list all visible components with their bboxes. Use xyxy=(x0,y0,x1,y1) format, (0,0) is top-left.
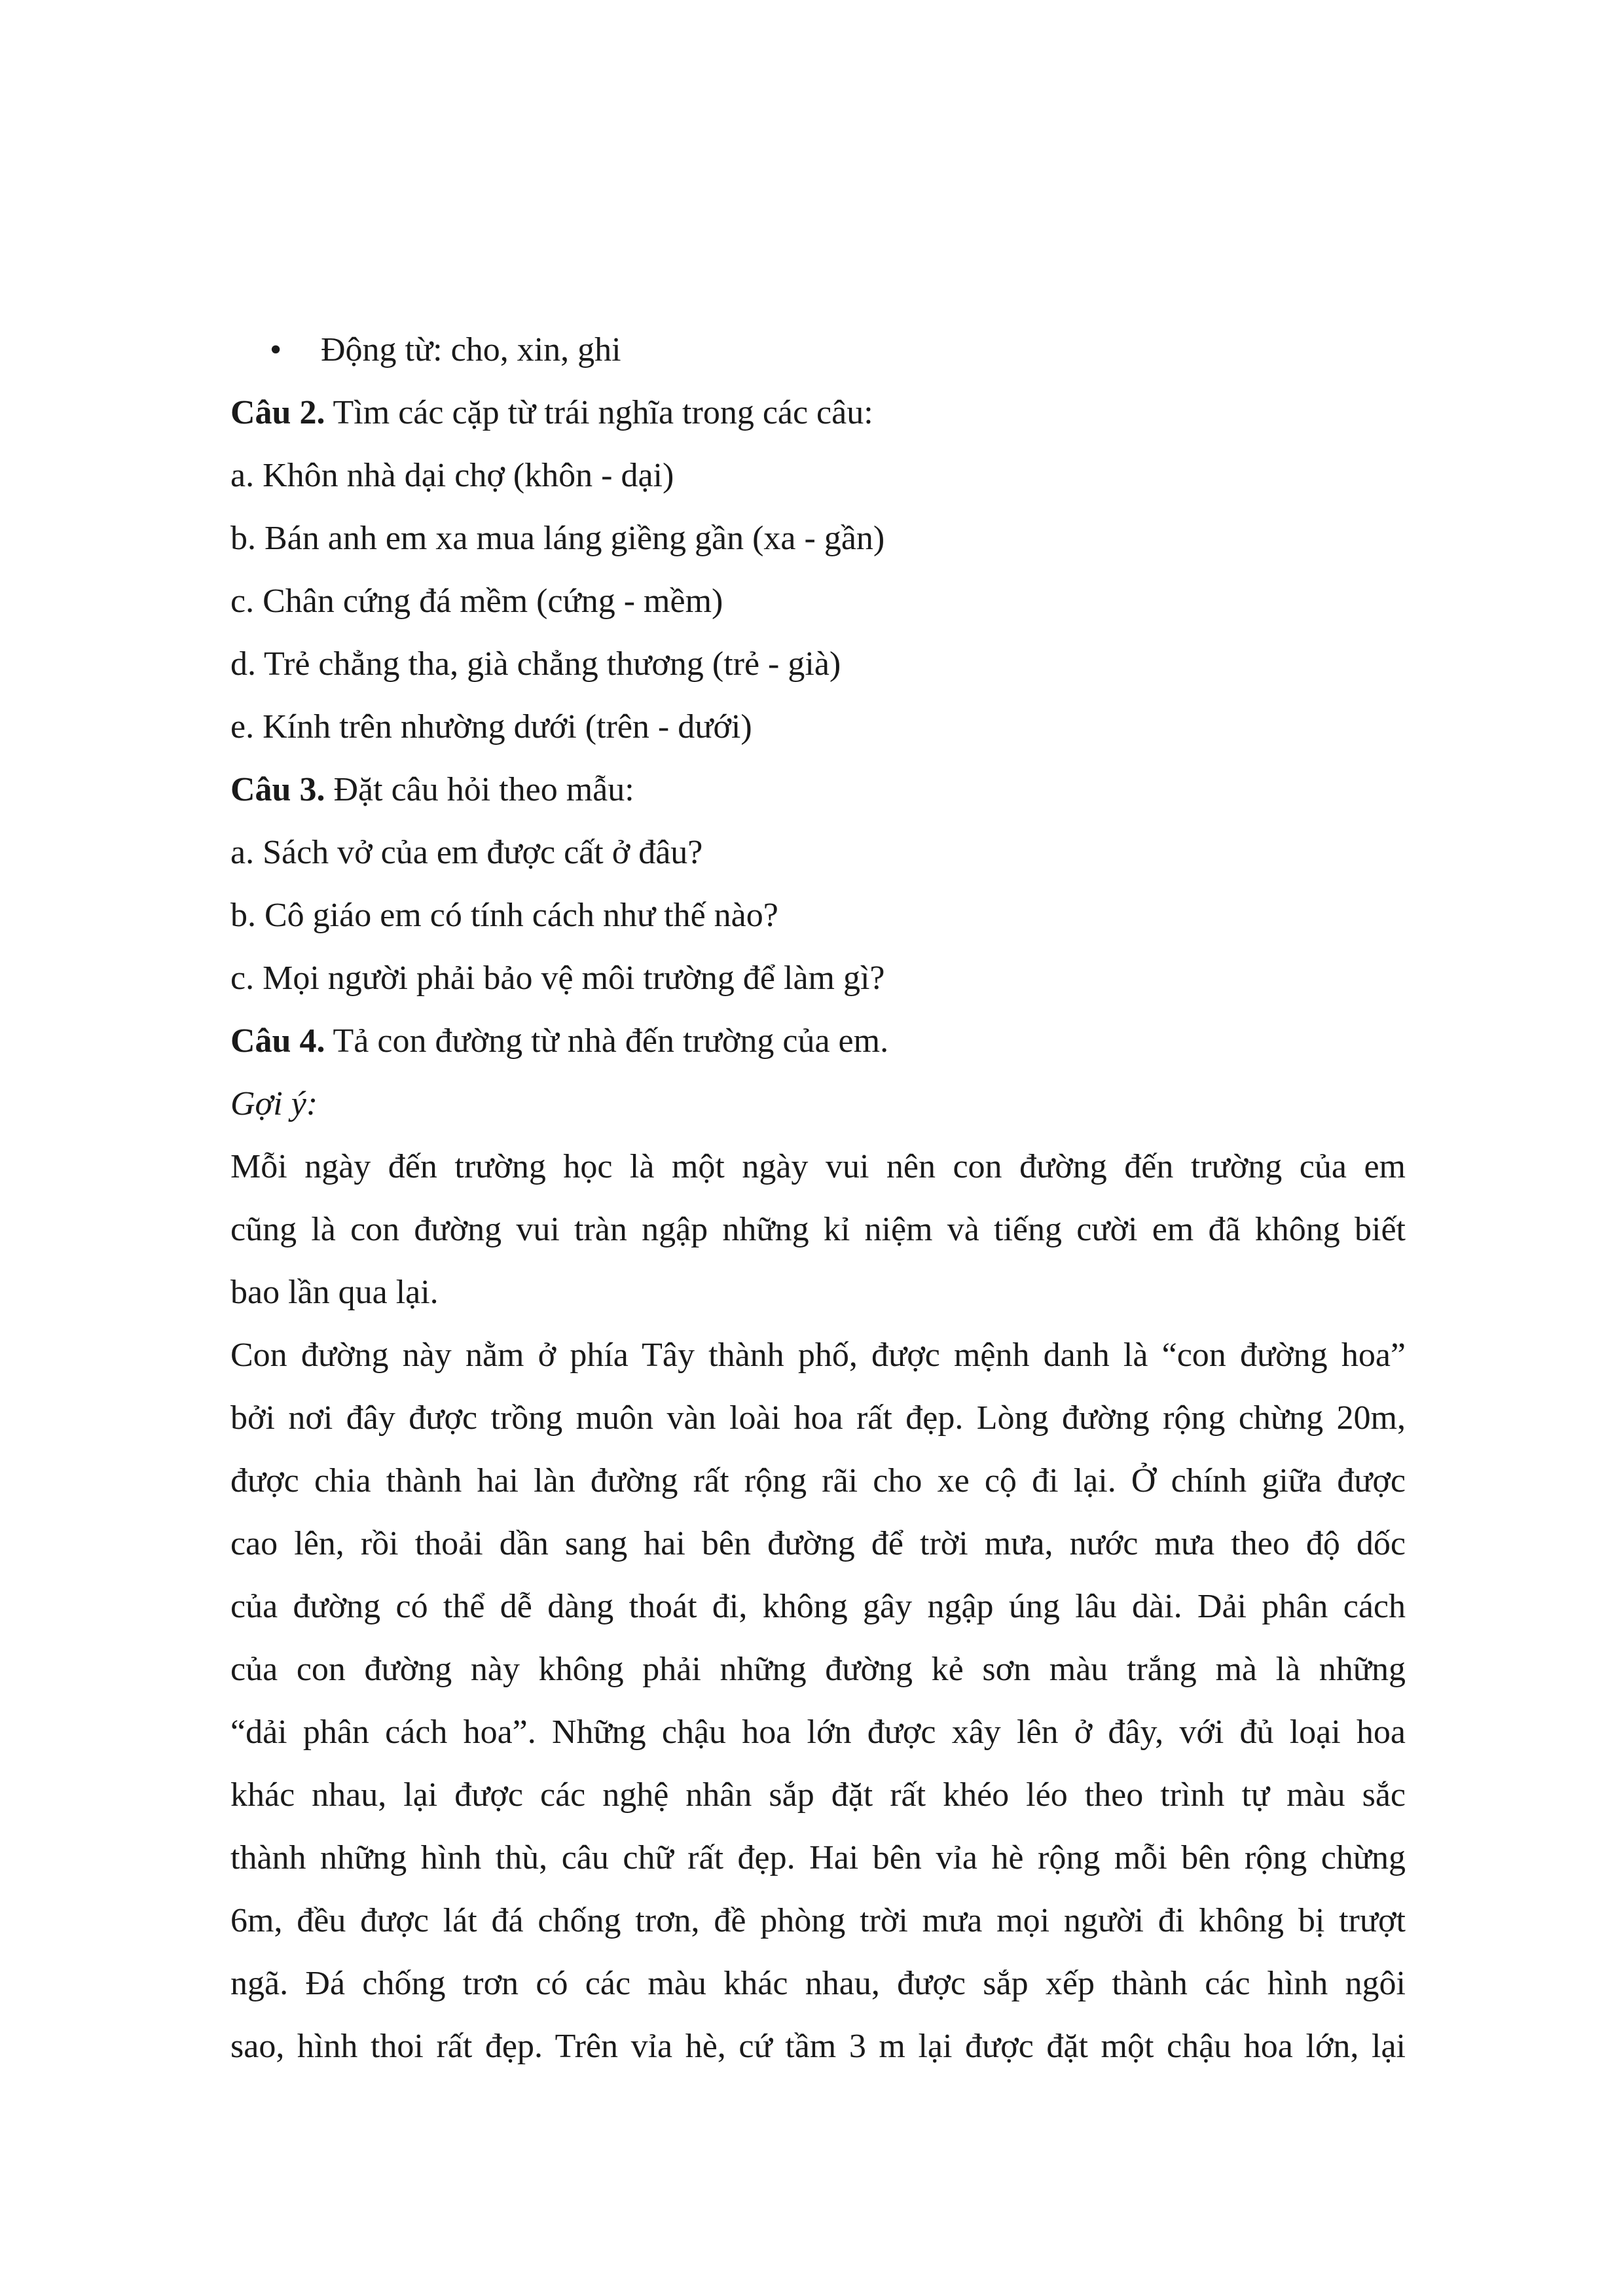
paragraph-2-line: Con đường này nằm ở phía Tây thành phố, được mệnh danh là “con đường hoa” xyxy=(230,1336,1406,1374)
question-3 xyxy=(230,770,634,810)
q2-item-c: c. Chân cứng đá mềm (cứng - mềm) xyxy=(230,583,723,620)
q2-item-b: b. Bán anh em xa mua láng giềng gần (xa - gần) xyxy=(230,520,885,557)
paragraph-2-line: 6m, đều được lát đá chống trơn, đề phòng trời mưa mọi người đi không bị trượt xyxy=(230,1902,1406,1939)
paragraph-2-line: của đường có thể dễ dàng thoát đi, không gây ngập úng lâu dài. Dải phân cách xyxy=(230,1588,1406,1625)
paragraph-2 xyxy=(230,1336,1406,2090)
paragraph-2-line: bởi nơi đây được trồng muôn vàn loài hoa rất đẹp. Lòng đường rộng chừng 20m, xyxy=(230,1399,1406,1437)
question-3-prompt: Đặt câu hỏi theo mẫu: xyxy=(325,771,634,808)
question-4-label: Câu 4. xyxy=(230,1022,325,1060)
question-4 xyxy=(230,1022,888,1061)
paragraph-2-line: ngã. Đá chống trơn có các màu khác nhau, được sắp xếp thành các hình ngôi xyxy=(230,1965,1406,2002)
q2-item-a: a. Khôn nhà dại chợ (khôn - dại) xyxy=(230,457,674,494)
paragraph-2-line: được chia thành hai làn đường rất rộng rãi cho xe cộ đi lại. Ở chính giữa được xyxy=(230,1462,1406,1499)
bullet-verbs: Động từ: cho, xin, ghi xyxy=(321,331,621,368)
paragraph-2-line: “dải phân cách hoa”. Những chậu hoa lớn được xây lên ở đây, với đủ loại hoa xyxy=(230,1713,1406,1751)
question-3-label: Câu 3. xyxy=(230,771,325,808)
q3-item-b: b. Cô giáo em có tính cách như thế nào? xyxy=(230,897,778,934)
q2-item-d: d. Trẻ chẳng tha, già chẳng thương (trẻ - già) xyxy=(230,645,841,683)
paragraph-2-line: sao, hình thoi rất đẹp. Trên vỉa hè, cứ tầm 3 m lại được đặt một chậu hoa lớn, lại xyxy=(230,2028,1406,2065)
hint-label: Gợi ý: xyxy=(230,1085,318,1122)
q3-item-a: a. Sách vở của em được cất ở đâu? xyxy=(230,834,703,871)
paragraph-2-line: cao lên, rồi thoải dần sang hai bên đường để trời mưa, nước mưa theo độ dốc xyxy=(230,1525,1406,1562)
bullet-dot: • xyxy=(270,331,282,368)
paragraph-2-line: thành những hình thù, câu chữ rất đẹp. Hai bên vỉa hè rộng mỗi bên rộng chừng xyxy=(230,1839,1406,1876)
paragraph-1-line: bao lần qua lại. xyxy=(230,1274,439,1311)
question-2 xyxy=(230,393,873,433)
q2-item-e: e. Kính trên nhường dưới (trên - dưới) xyxy=(230,708,752,745)
paragraph-1 xyxy=(230,1147,1406,1336)
paragraph-2-line: của con đường này không phải những đường kẻ sơn màu trắng mà là những xyxy=(230,1651,1406,1688)
question-4-prompt: Tả con đường từ nhà đến trường của em. xyxy=(325,1022,889,1060)
paragraph-2-line: khác nhau, lại được các nghệ nhân sắp đặt rất khéo léo theo trình tự màu sắc xyxy=(230,1776,1406,1814)
question-2-prompt: Tìm các cặp từ trái nghĩa trong các câu: xyxy=(325,394,873,431)
paragraph-1-line: cũng là con đường vui tràn ngập những kỉ niệm và tiếng cười em đã không biết xyxy=(230,1211,1406,1248)
paragraph-1-line: Mỗi ngày đến trường học là một ngày vui nên con đường đến trường của em xyxy=(230,1148,1406,1185)
q3-item-c: c. Mọi người phải bảo vệ môi trường để làm gì? xyxy=(230,960,885,997)
question-2-label: Câu 2. xyxy=(230,394,325,431)
